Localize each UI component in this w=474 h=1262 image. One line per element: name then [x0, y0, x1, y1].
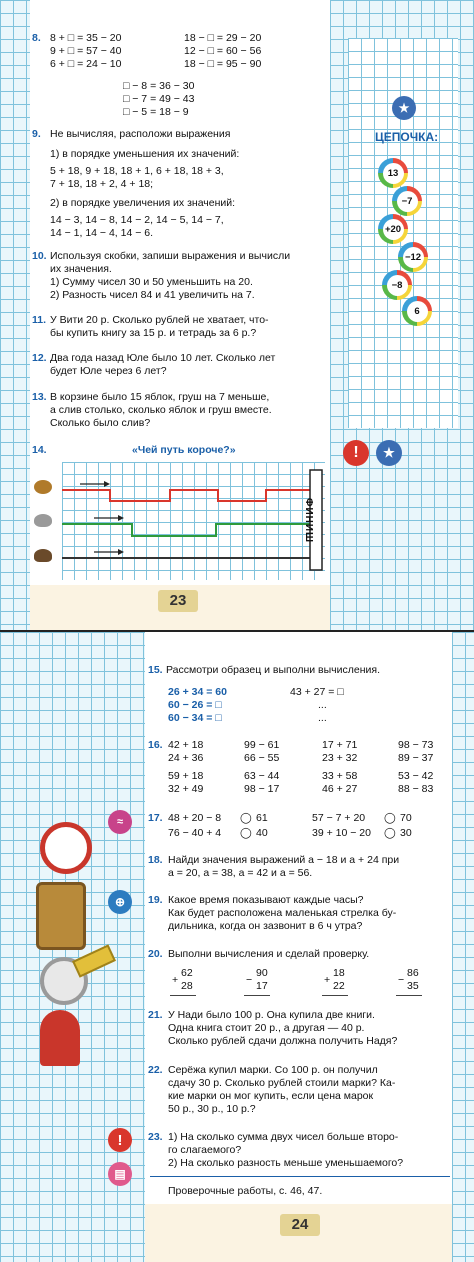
ex16-cell: 53 − 42 [398, 770, 434, 782]
chain-ring [392, 186, 422, 216]
exercise-8-number: 8. [32, 32, 41, 44]
exercise-21-number: 21. [148, 1009, 163, 1021]
ex16-cell: 98 − 73 [398, 739, 434, 751]
ex21-line: Одна книга стоит 20 р., а другая — 40 р. [168, 1022, 365, 1034]
ex20-operand: 62 [181, 967, 193, 979]
ex9-line: 7 + 18, 18 + 2, 4 + 18; [50, 178, 154, 190]
exercise-20-number: 20. [148, 948, 163, 960]
ex20-operand: 17 [256, 980, 268, 992]
ex22-line: кие марки он мог купить, если цена марок [168, 1090, 374, 1102]
chain-ring-value: −12 [403, 247, 424, 268]
footer-rule [150, 1176, 450, 1177]
exercise-19-number: 19. [148, 894, 163, 906]
ex9-part1: 1) в порядке уменьшения их значений: [50, 148, 240, 160]
exercise-18-number: 18. [148, 854, 163, 866]
hedgehog-icon [34, 549, 52, 562]
ex14-title: «Чей путь короче?» [132, 444, 236, 456]
ex22-line: 50 р., 30 р., 10 р.? [168, 1103, 256, 1115]
exercise-23-number: 23. [148, 1131, 163, 1143]
chain-ring [378, 158, 408, 188]
chain-ring [382, 270, 412, 300]
ex18-line: a = 20, a = 38, a = 42 и a = 56. [168, 867, 313, 879]
star-badge-icon: ★ [392, 96, 416, 120]
ex16-cell: 23 + 32 [322, 752, 358, 764]
ex9-title: Не вычисляя, расположи выражения [50, 128, 231, 140]
chain-ring [378, 214, 408, 244]
ex17-compare-sign: ◯ [240, 812, 252, 824]
ex17-expr: 57 − 7 + 20 [312, 812, 366, 824]
chain-ring-value: +20 [383, 219, 404, 240]
ex20-sign: + [324, 974, 331, 986]
ex15-sample: 26 + 34 = 60 [168, 686, 227, 698]
ex8-expr: □ − 7 = 49 − 43 [123, 93, 195, 105]
ex20-sum-line [396, 995, 422, 996]
ex15-task: ... [318, 699, 327, 711]
ex16-cell: 99 − 61 [244, 739, 280, 751]
ex17-expr: 76 − 40 + 4 [168, 827, 222, 839]
page-23 [0, 0, 474, 630]
ex21-line: Сколько рублей сдачи должна получить Надя? [168, 1035, 398, 1047]
ex12-line: будет Юле через 6 лет? [50, 365, 167, 377]
ex20-operand: 22 [333, 980, 345, 992]
ex17-expr: 48 + 20 − 8 [168, 812, 222, 824]
chain-ring-value: −7 [397, 191, 418, 212]
ex8-expr: 18 − □ = 95 − 90 [184, 58, 262, 70]
chain-ring-value: 6 [407, 301, 428, 322]
ex19-line: Как будет расположена маленькая стрелка бу- [168, 907, 397, 919]
ex16-cell: 59 + 18 [168, 770, 204, 782]
book-icon: ▤ [108, 1162, 132, 1186]
grid-background-right [452, 632, 474, 1262]
ex16-cell: 32 + 49 [168, 783, 204, 795]
ex17-value: 61 [256, 812, 268, 824]
ex10-line: 1) Сумму чисел 30 и 50 уменьшить на 20. [50, 276, 253, 288]
ex17-compare-sign: ◯ [240, 827, 252, 839]
ex23-line: 1) На сколько сумма двух чисел больше второ- [168, 1131, 399, 1143]
ex20-operand: 35 [407, 980, 419, 992]
ex10-line: их значения. [50, 263, 112, 275]
ex17-value: 40 [256, 827, 268, 839]
ex15-sample: 60 − 34 = □ [168, 712, 222, 724]
ex9-line: 5 + 18, 9 + 18, 18 + 1, 6 + 18, 18 + 3, [50, 165, 224, 177]
ex20-operand: 86 [407, 967, 419, 979]
ex15-task: 43 + 27 = □ [290, 686, 344, 698]
ex10-line: 2) Разность чисел 84 и 41 увеличить на 7. [50, 289, 255, 301]
ex18-line: Найди значения выражений a − 18 и a + 24 при [168, 854, 400, 866]
ex20-sum-line [244, 995, 270, 996]
ex17-value: 30 [400, 827, 412, 839]
ex12-line: Два года назад Юле было 10 лет. Сколько лет [50, 352, 276, 364]
ex20-sum-line [170, 995, 196, 996]
globe-icon: ⊕ [108, 890, 132, 914]
ex20-sum-line [322, 995, 348, 996]
ex23-line: 2) На сколько разность меньше уменьшаемого? [168, 1157, 404, 1169]
ex19-line: Какое время показывают каждые часы? [168, 894, 364, 906]
ex8-expr: □ − 5 = 18 − 9 [123, 106, 189, 118]
ex22-line: сдачу 30 р. Сколько рублей стоили марки? Ка- [168, 1077, 396, 1089]
exercise-17-number: 17. [148, 812, 163, 824]
ex9-line: 14 − 1, 14 − 4, 14 − 6. [50, 227, 154, 239]
ex10-line: Используя скобки, запиши выражения и вычисли [50, 250, 291, 262]
ex19-line: дильника, когда он зазвонит в 6 ч утра? [168, 920, 363, 932]
ex8-expr: □ − 8 = 36 − 30 [123, 80, 195, 92]
ex17-value: 70 [400, 812, 412, 824]
ex11-line: У Вити 20 р. Сколько рублей не хватает, что- [50, 314, 269, 326]
page-24 [0, 632, 474, 1262]
ex11-line: бы купить книгу за 15 р. и тетрадь за 6 р.? [50, 327, 257, 339]
ex17-compare-sign: ◯ [384, 812, 396, 824]
exercise-16-number: 16. [148, 739, 163, 751]
ex16-cell: 33 + 58 [322, 770, 358, 782]
cuckoo-clock-icon [40, 1010, 80, 1066]
ex16-cell: 42 + 18 [168, 739, 204, 751]
ex16-cell: 98 − 17 [244, 783, 280, 795]
ex21-line: У Нади было 100 р. Она купила две книги. [168, 1009, 375, 1021]
exercise-22-number: 22. [148, 1064, 163, 1076]
chain-ring [402, 296, 432, 326]
ex16-cell: 46 + 27 [322, 783, 358, 795]
ex22-line: Серёжа купил марки. Со 100 р. он получил [168, 1064, 378, 1076]
ex20-title: Выполни вычисления и сделай проверку. [168, 948, 370, 960]
exercise-11-number: 11. [32, 314, 47, 326]
ex16-cell: 88 − 83 [398, 783, 434, 795]
ex16-cell: 66 − 55 [244, 752, 280, 764]
ex20-sign: + [172, 974, 179, 986]
ex15-title: Рассмотри образец и выполни вычисления. [166, 664, 380, 676]
exercise-9-number: 9. [32, 128, 41, 140]
ex9-line: 14 − 3, 14 − 8, 14 − 2, 14 − 5, 14 − 7, [50, 214, 224, 226]
exercise-10-number: 10. [32, 250, 47, 262]
star-badge-icon: ★ [376, 440, 402, 466]
pendulum-clock-icon [36, 882, 86, 950]
ex15-sample: 60 − 26 = □ [168, 699, 222, 711]
ex8-expr: 6 + □ = 24 − 10 [50, 58, 122, 70]
ex13-line: В корзине было 15 яблок, груш на 7 меньше, [50, 391, 270, 403]
ex8-expr: 9 + □ = 57 − 40 [50, 45, 122, 57]
bug-icon [34, 480, 52, 494]
ex17-compare-sign: ◯ [384, 827, 396, 839]
chain-ring-value: 13 [383, 163, 404, 184]
page-number: 24 [280, 1214, 320, 1236]
ex8-expr: 18 − □ = 29 − 20 [184, 32, 262, 44]
ex20-operand: 90 [256, 967, 268, 979]
attention-icon: ! [108, 1128, 132, 1152]
ex16-cell: 24 + 36 [168, 752, 204, 764]
chain-title: ЦЕПОЧКА: [375, 130, 439, 144]
ex17-expr: 39 + 10 − 20 [312, 827, 371, 839]
exercise-12-number: 12. [32, 352, 47, 364]
chain-ring-value: −8 [387, 275, 408, 296]
ex13-line: а слив столько, сколько яблок и груш вместе. [50, 404, 272, 416]
ex9-part2: 2) в порядке увеличения их значений: [50, 197, 236, 209]
ex15-task: ... [318, 712, 327, 724]
ex8-expr: 8 + □ = 35 − 20 [50, 32, 122, 44]
attention-icon: ! [343, 440, 369, 466]
page-number: 23 [158, 590, 198, 612]
ex16-cell: 17 + 71 [322, 739, 358, 751]
ex8-expr: 12 − □ = 60 − 56 [184, 45, 262, 57]
footer-reference: Проверочные работы, с. 46, 47. [168, 1185, 323, 1197]
transform-icon: ≈ [108, 810, 132, 834]
ex20-sign: − [246, 974, 253, 986]
ex23-line: го слагаемого? [168, 1144, 242, 1156]
chain-ring [398, 242, 428, 272]
exercise-13-number: 13. [32, 391, 47, 403]
mouse-icon [34, 514, 52, 527]
exercise-14-number: 14. [32, 444, 47, 456]
ex16-cell: 63 − 44 [244, 770, 280, 782]
exercise-15-number: 15. [148, 664, 163, 676]
ex20-operand: 18 [333, 967, 345, 979]
finish-label: ФИНИШ [303, 497, 315, 544]
ex13-line: Сколько было слив? [50, 417, 151, 429]
alarm-clock-icon [40, 822, 92, 874]
ex16-cell: 89 − 37 [398, 752, 434, 764]
ex20-operand: 28 [181, 980, 193, 992]
ex20-sign: − [398, 974, 405, 986]
